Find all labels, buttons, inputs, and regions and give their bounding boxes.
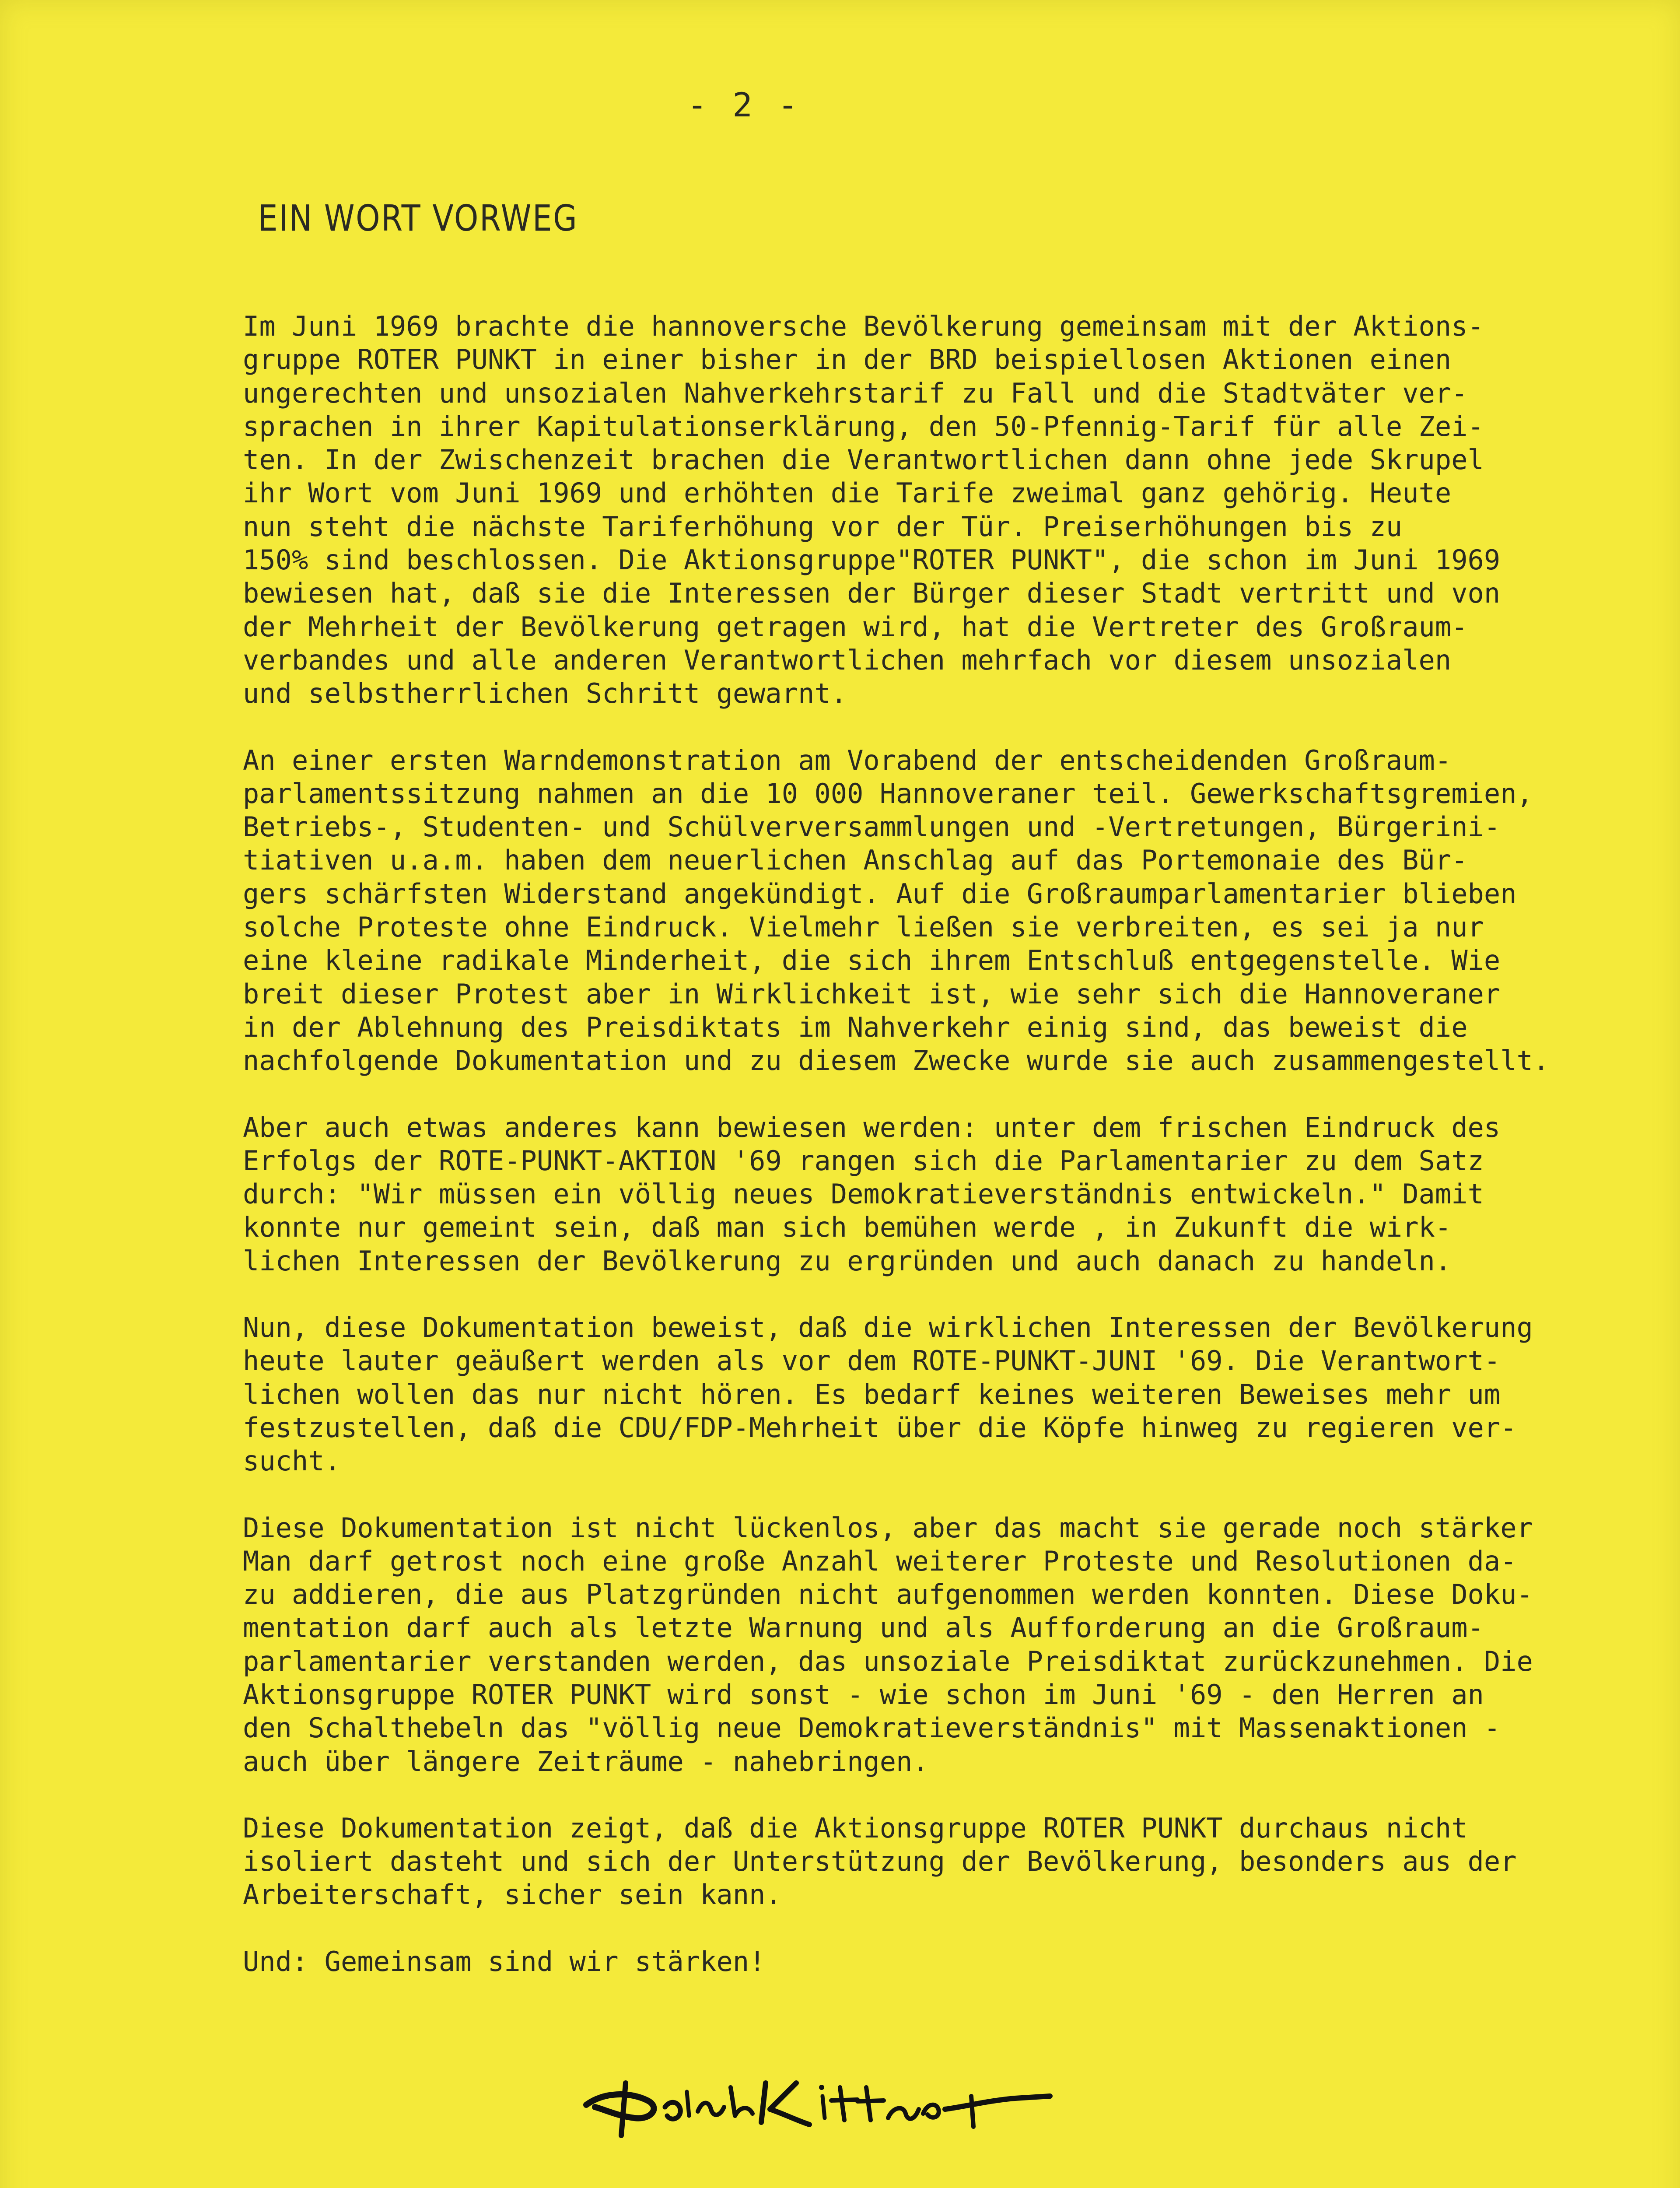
text-line: Nun, diese Dokumentation beweist, daß die wirklichen Interessen der Bevölkerung (243, 1311, 1533, 1344)
text-line: den Schalthebeln das "völlig neue Demokratieverständnis" mit Massenaktionen - (243, 1712, 1501, 1744)
text-line: An einer ersten Warndemonstration am Vorabend der entscheidenden Großraum- (243, 744, 1452, 776)
text-line: Diese Dokumentation ist nicht lückenlos, aber das macht sie gerade noch stärker (243, 1511, 1533, 1544)
text-line: ihr Wort vom Juni 1969 und erhöhten die Tarife zweimal ganz gehörig. Heute (243, 477, 1452, 509)
text-line: 150% sind beschlossen. Die Aktionsgruppe"ROTER PUNKT", die schon im Juni 1969 (243, 544, 1501, 576)
text-line: in der Ablehnung des Preisdiktats im Nahverkehr einig sind, das beweist die (243, 1011, 1468, 1043)
text-line: ten. In der Zwischenzeit brachen die Verantwortlichen dann ohne jede Skrupel (243, 444, 1484, 476)
text-line: Und: Gemeinsam sind wir stärken! (243, 1945, 766, 1978)
text-line: Im Juni 1969 brachte die hannoversche Bevölkerung gemeinsam mit der Aktions- (243, 310, 1484, 342)
text-line: solche Proteste ohne Eindruck. Vielmehr ließen sie verbreiten, es sei ja nur (243, 911, 1484, 943)
text-line: heute lauter geäußert werden als vor dem ROTE-PUNKT-JUNI '69. Die Verantwort- (243, 1345, 1501, 1377)
text-line: tiativen u.a.m. haben dem neuerlichen Anschlag auf das Portemonaie des Bür- (243, 844, 1468, 877)
paragraph (243, 310, 1630, 711)
text-line: lichen wollen das nur nicht hören. Es bedarf keines weiteren Beweises mehr um (243, 1378, 1501, 1410)
text-line: Aber auch etwas anderes kann bewiesen werden: unter dem frischen Eindruck des (243, 1111, 1501, 1143)
paragraph (243, 744, 1630, 1078)
paragraph (243, 1111, 1630, 1278)
text-line: zu addieren, die aus Platzgründen nicht aufgenommen werden konnten. Diese Doku- (243, 1578, 1533, 1611)
text-line: Aktionsgruppe ROTER PUNKT wird sonst - wie schon im Juni '69 - den Herren an (243, 1678, 1484, 1711)
text-line: gers schärfsten Widerstand angekündigt. Auf die Großraumparlamentarier blieben (243, 877, 1517, 910)
text-line: gruppe ROTER PUNKT in einer bisher in der BRD beispiellosen Aktionen einen (243, 344, 1452, 376)
text-line: parlamentarier verstanden werden, das unsoziale Preisdiktat zurückzunehmen. Die (243, 1645, 1533, 1677)
text-line: parlamentssitzung nahmen an die 10 000 Hannoveraner teil. Gewerkschaftsgremien, (243, 777, 1533, 810)
text-line: Man darf getrost noch eine große Anzahl weiterer Proteste und Resolutionen da- (243, 1545, 1517, 1577)
text-line: durch: "Wir müssen ein völlig neues Demokratieverständnis entwickeln." Damit (243, 1178, 1484, 1210)
paragraph (243, 1812, 1630, 1912)
text-line: nachfolgende Dokumentation und zu diesem Zwecke wurde sie auch zusammengestellt. (243, 1045, 1550, 1077)
text-line: Diese Dokumentation zeigt, daß die Aktionsgruppe ROTER PUNKT durchaus nicht (243, 1812, 1468, 1844)
text-line: mentation darf auch als letzte Warnung und als Aufforderung an die Großraum- (243, 1612, 1484, 1644)
text-line: auch über längere Zeiträume - nahebringen. (243, 1745, 929, 1778)
paragraph (243, 1511, 1630, 1778)
text-line: Betriebs-, Studenten- und Schülverversammlungen und -Vertretungen, Bürgerini- (243, 811, 1501, 843)
text-line: konnte nur gemeint sein, daß man sich bemühen werde , in Zukunft die wirk- (243, 1211, 1452, 1244)
text-line: eine kleine radikale Minderheit, die sich ihrem Entschluß entgegenstelle. Wie (243, 944, 1501, 977)
document-body (243, 310, 1630, 2012)
paragraph (243, 1311, 1630, 1478)
text-line: Arbeiterschaft, sicher sein kann. (243, 1879, 782, 1911)
text-line: der Mehrheit der Bevölkerung getragen wird, hat die Vertreter des Großraum- (243, 610, 1468, 643)
paragraph (243, 1945, 1630, 1978)
handwritten-signature (578, 2065, 1068, 2144)
page-title: EIN WORT VORWEG (258, 198, 578, 239)
text-line: isoliert dasteht und sich der Unterstützung der Bevölkerung, besonders aus der (243, 1845, 1517, 1878)
signature-graphic (578, 2065, 1068, 2144)
text-line: nun steht die nächste Tariferhöhung vor der Tür. Preiserhöhungen bis zu (243, 510, 1403, 543)
text-line: lichen Interessen der Bevölkerung zu ergründen und auch danach zu handeln. (243, 1245, 1452, 1277)
text-line: sprachen in ihrer Kapitulationserklärung, den 50-Pfennig-Tarif für alle Zei- (243, 410, 1484, 442)
text-line: festzustellen, daß die CDU/FDP-Mehrheit über die Köpfe hinweg zu regieren ver- (243, 1411, 1517, 1444)
text-line: ungerechten und unsozialen Nahverkehrstarif zu Fall und die Stadtväter ver- (243, 377, 1468, 409)
page-number: - 2 - (687, 85, 801, 124)
text-line: sucht. (243, 1445, 341, 1477)
text-line: breit dieser Protest aber in Wirklichkeit ist, wie sehr sich die Hannoveraner (243, 978, 1501, 1010)
text-line: und selbstherrlichen Schritt gewarnt. (243, 677, 847, 710)
text-line: verbandes und alle anderen Verantwortlichen mehrfach vor diesem unsozialen (243, 644, 1452, 676)
text-line: Erfolgs der ROTE-PUNKT-AKTION '69 rangen sich die Parlamentarier zu dem Satz (243, 1144, 1484, 1177)
text-line: bewiesen hat, daß sie die Interessen der Bürger dieser Stadt vertritt und von (243, 577, 1501, 610)
